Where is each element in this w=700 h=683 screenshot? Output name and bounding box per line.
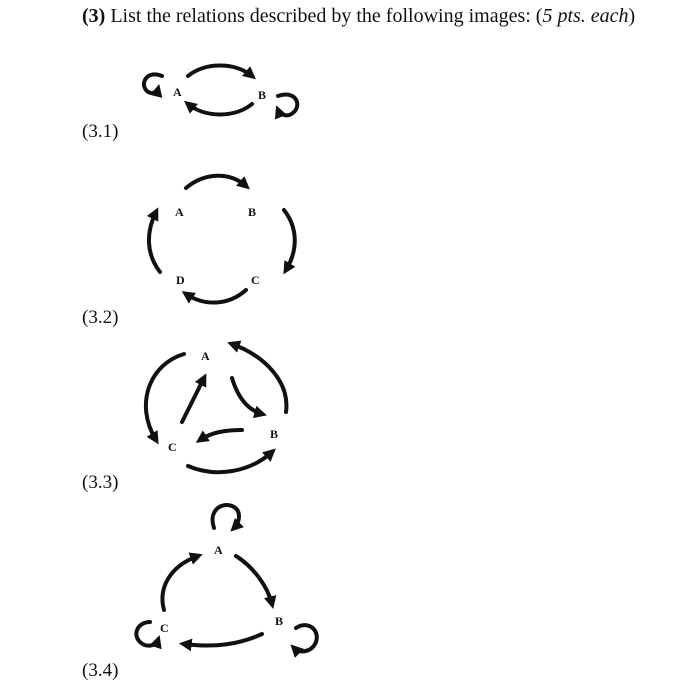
arrow-c-to-a <box>182 378 204 422</box>
node-a-label: A <box>214 543 223 557</box>
diagram-3-1 <box>144 66 297 116</box>
part-3-3-label: (3.3) <box>82 472 119 493</box>
arrow-a-to-c <box>146 354 184 440</box>
node-a-label: A <box>175 205 184 219</box>
node-b-label: B <box>275 614 284 628</box>
loop-c-arrow <box>136 622 158 646</box>
node-c-label: C <box>251 273 260 287</box>
arrow-a-to-b <box>186 176 246 188</box>
arrow-b-to-a <box>188 104 252 115</box>
part-3-4-label: (3.4) <box>82 660 119 681</box>
part-3-2-label: (3.2) <box>82 307 119 328</box>
arrow-b-to-c <box>200 430 242 440</box>
diagram-3-4 <box>136 505 316 651</box>
arrow-a-to-b <box>236 556 272 604</box>
diagram-3-3 <box>146 344 287 472</box>
loop-b-arrow <box>294 625 317 651</box>
loop-a-arrow <box>213 505 239 528</box>
question-close: ) <box>628 5 636 27</box>
node-d-label: D <box>176 273 185 287</box>
loop-a-arrow <box>144 74 162 93</box>
loop-b-arrow <box>278 95 297 116</box>
arrow-a-to-b <box>232 378 262 414</box>
arrow-c-to-a <box>162 556 198 610</box>
diagram-3-2 <box>149 176 295 303</box>
arrow-b-to-c <box>284 210 295 270</box>
arrow-c-to-b <box>188 452 272 472</box>
question-points: 5 pts. each <box>542 5 629 27</box>
node-a-label: A <box>201 349 210 363</box>
node-c-label: C <box>160 621 169 635</box>
node-b-label: B <box>248 205 257 219</box>
question-number: (3) <box>82 5 106 27</box>
node-c-label: C <box>168 440 177 454</box>
arrow-a-to-b <box>188 66 252 77</box>
arrow-c-to-d <box>186 290 246 303</box>
arrow-d-to-a <box>149 212 160 272</box>
node-b-label: B <box>270 427 279 441</box>
arrow-b-to-a <box>232 344 286 412</box>
part-3-1-label: (3.1) <box>82 121 119 142</box>
node-b-label: B <box>258 88 267 102</box>
node-a-label: A <box>173 85 182 99</box>
question-prompt: List the relations described by the following images: ( <box>105 5 543 27</box>
arrow-b-to-c <box>184 634 262 646</box>
